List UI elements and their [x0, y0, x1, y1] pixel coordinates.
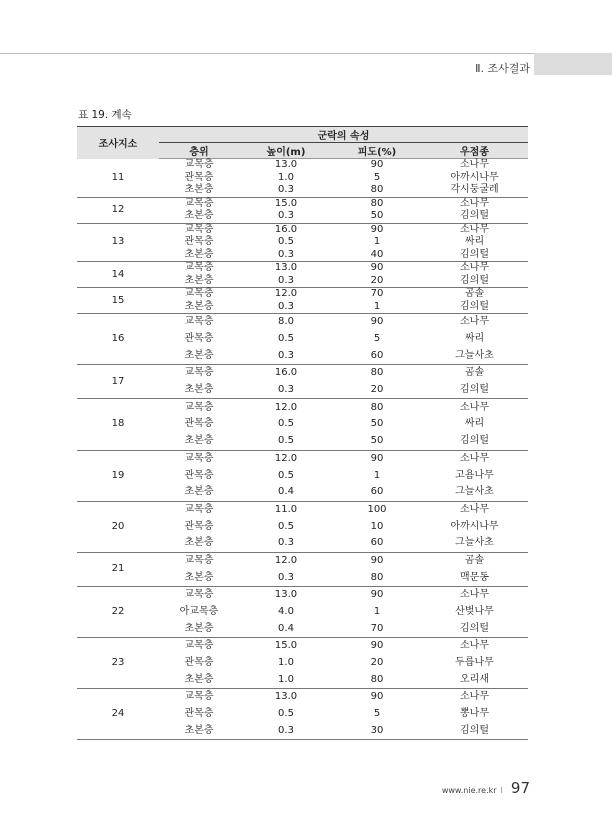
layer-cell: 교목층 — [184, 262, 214, 274]
layer-cell: 관목층 — [184, 236, 214, 248]
coverage-cell: 1 — [373, 606, 381, 618]
layer-cell: 교목층 — [184, 452, 214, 464]
dominant-species-cell: 김의털 — [421, 210, 528, 223]
layer-cell: 초본층 — [159, 184, 239, 197]
dominant-species-cell: 뽕나무 — [460, 708, 489, 720]
coverage-cell: 30 — [333, 723, 421, 740]
dominant-species-cell: 각시둥굴레 — [421, 184, 528, 197]
table-row — [77, 288, 528, 301]
height-cell: 0.5 — [239, 433, 333, 450]
site-cell: 19 — [77, 450, 159, 501]
site-cell: 17 — [77, 365, 159, 399]
layer-cell: 초본층 — [159, 535, 239, 552]
table-row — [77, 365, 528, 382]
height-cell: 0.5 — [278, 469, 294, 481]
dominant-species-cell: 그늘사초 — [421, 535, 528, 552]
layer-cell: 교목층 — [184, 316, 214, 328]
table-row — [77, 262, 528, 275]
coverage-cell: 90 — [370, 223, 384, 235]
coverage-cell: 90 — [370, 452, 384, 464]
table-row — [77, 638, 528, 655]
coverage-cell: 50 — [370, 418, 384, 430]
footer-url: www.nie.re.kr — [441, 786, 497, 795]
height-cell: 0.5 — [278, 418, 294, 430]
dominant-species-cell: 김의털 — [421, 382, 528, 399]
dominant-species-cell: 소나무 — [460, 223, 489, 235]
col-height-header: 높이(m) — [239, 143, 333, 159]
col-dominant-header: 우점종 — [421, 143, 528, 159]
table-row — [77, 501, 528, 518]
section-title: Ⅱ. 조사결과 — [475, 62, 530, 75]
layer-cell: 교목층 — [184, 401, 214, 413]
layer-cell: 초본층 — [159, 433, 239, 450]
dominant-species-cell: 소나무 — [460, 262, 489, 274]
layer-cell: 초본층 — [159, 210, 239, 223]
coverage-cell: 90 — [370, 554, 384, 566]
site-cell: 20 — [77, 501, 159, 552]
height-cell: 0.3 — [239, 723, 333, 740]
height-cell: 16.0 — [274, 367, 298, 379]
page-number: 97 — [510, 779, 530, 797]
dominant-species-cell: 두릅나무 — [455, 657, 494, 669]
table-row — [77, 399, 528, 416]
dominant-species-cell: 곰솔 — [464, 367, 485, 379]
coverage-cell: 60 — [333, 484, 421, 501]
coverage-cell: 1 — [373, 469, 381, 481]
dominant-species-cell: 오리새 — [421, 671, 528, 688]
dominant-species-cell: 고욤나무 — [455, 469, 494, 481]
layer-cell: 초본층 — [159, 723, 239, 740]
table-row — [77, 689, 528, 706]
height-cell: 0.3 — [239, 184, 333, 197]
layer-cell: 교목층 — [184, 288, 214, 300]
height-cell: 0.3 — [239, 569, 333, 586]
layer-cell: 초본층 — [159, 569, 239, 586]
height-cell: 1.0 — [278, 171, 294, 183]
layer-cell: 관목층 — [184, 171, 214, 183]
layer-cell: 교목층 — [184, 503, 214, 515]
dominant-species-cell: 아까시나무 — [450, 520, 499, 532]
height-cell: 0.5 — [278, 708, 294, 720]
dominant-species-cell: 김의털 — [421, 275, 528, 288]
dominant-species-cell: 김의털 — [421, 433, 528, 450]
dominant-species-cell: 그늘사초 — [421, 484, 528, 501]
coverage-cell: 90 — [370, 159, 384, 171]
dominant-species-cell: 곰솔 — [464, 288, 485, 300]
height-cell: 12.0 — [274, 401, 298, 413]
coverage-cell: 1 — [373, 236, 381, 248]
height-cell: 13.0 — [274, 262, 298, 274]
layer-cell: 교목층 — [184, 691, 214, 703]
layer-cell: 관목층 — [184, 708, 214, 720]
coverage-cell: 20 — [333, 275, 421, 288]
table-row — [77, 552, 528, 569]
dominant-species-cell: 소나무 — [460, 691, 489, 703]
coverage-cell: 60 — [333, 347, 421, 364]
coverage-cell: 80 — [370, 367, 384, 379]
dominant-species-cell: 소나무 — [460, 640, 489, 652]
dominant-species-cell: 김의털 — [421, 249, 528, 262]
group-header: 군락의 속성 — [159, 127, 528, 143]
coverage-cell: 80 — [370, 401, 384, 413]
coverage-cell: 70 — [370, 288, 384, 300]
dominant-species-cell: 그늘사초 — [421, 347, 528, 364]
header-rule — [0, 53, 534, 54]
coverage-cell: 100 — [367, 503, 387, 515]
site-cell: 21 — [77, 552, 159, 586]
coverage-cell: 20 — [370, 657, 384, 669]
height-cell: 0.3 — [239, 382, 333, 399]
height-cell: 0.5 — [278, 236, 294, 248]
height-cell: 4.0 — [278, 606, 294, 618]
coverage-cell: 80 — [333, 671, 421, 688]
height-cell: 1.0 — [278, 657, 294, 669]
coverage-cell: 90 — [370, 589, 384, 601]
height-cell: 16.0 — [274, 223, 298, 235]
site-cell: 14 — [77, 262, 159, 288]
dominant-species-cell: 소나무 — [460, 197, 489, 209]
coverage-cell: 5 — [373, 333, 381, 345]
vegetation-table — [77, 126, 528, 740]
height-cell: 13.0 — [274, 159, 298, 171]
layer-cell: 교목층 — [184, 159, 214, 171]
height-cell: 0.4 — [239, 620, 333, 637]
height-cell: 0.5 — [278, 520, 294, 532]
coverage-cell: 20 — [333, 382, 421, 399]
footer-separator: I — [500, 786, 503, 795]
coverage-cell: 5 — [373, 708, 381, 720]
dominant-species-cell: 산벚나무 — [455, 606, 494, 618]
site-cell: 16 — [77, 314, 159, 365]
coverage-cell: 90 — [370, 640, 384, 652]
dominant-species-cell: 김의털 — [421, 620, 528, 637]
site-cell: 18 — [77, 399, 159, 450]
layer-cell: 초본층 — [159, 275, 239, 288]
height-cell: 8.0 — [278, 316, 294, 328]
table-caption: 표 19. 계속 — [78, 109, 132, 121]
dominant-species-cell: 소나무 — [460, 503, 489, 515]
coverage-cell: 1 — [333, 301, 421, 314]
dominant-species-cell: 싸리 — [464, 418, 485, 430]
layer-cell: 교목층 — [184, 554, 214, 566]
layer-cell: 초본층 — [159, 382, 239, 399]
page-footer — [442, 779, 530, 797]
site-cell: 22 — [77, 587, 159, 638]
height-cell: 0.4 — [239, 484, 333, 501]
height-cell: 12.0 — [274, 288, 298, 300]
site-cell: 11 — [77, 159, 159, 198]
coverage-cell: 60 — [333, 535, 421, 552]
layer-cell: 교목층 — [184, 589, 214, 601]
col-layer-header: 층위 — [159, 143, 239, 159]
layer-cell: 초본층 — [159, 484, 239, 501]
coverage-cell: 10 — [370, 520, 384, 532]
table-row — [77, 450, 528, 467]
site-cell: 24 — [77, 689, 159, 740]
coverage-cell: 80 — [333, 569, 421, 586]
height-cell: 13.0 — [274, 589, 298, 601]
dominant-species-cell: 싸리 — [464, 333, 485, 345]
coverage-cell: 40 — [333, 249, 421, 262]
height-cell: 12.0 — [274, 554, 298, 566]
coverage-cell: 80 — [333, 184, 421, 197]
layer-cell: 초본층 — [159, 620, 239, 637]
coverage-cell: 50 — [333, 433, 421, 450]
dominant-species-cell: 김의털 — [421, 301, 528, 314]
chapter-tab — [534, 53, 612, 75]
height-cell: 13.0 — [274, 691, 298, 703]
dominant-species-cell: 소나무 — [460, 452, 489, 464]
table-row — [77, 587, 528, 604]
layer-cell: 초본층 — [159, 671, 239, 688]
height-cell: 0.3 — [239, 535, 333, 552]
height-cell: 0.3 — [239, 210, 333, 223]
layer-cell: 관목층 — [184, 657, 214, 669]
height-cell: 1.0 — [239, 671, 333, 688]
layer-cell: 초본층 — [159, 347, 239, 364]
site-cell: 15 — [77, 288, 159, 314]
layer-cell: 초본층 — [159, 249, 239, 262]
coverage-cell: 70 — [333, 620, 421, 637]
layer-cell: 교목층 — [184, 367, 214, 379]
height-cell: 0.3 — [239, 249, 333, 262]
layer-cell: 교목층 — [184, 640, 214, 652]
layer-cell: 초본층 — [159, 301, 239, 314]
coverage-cell: 90 — [370, 316, 384, 328]
dominant-species-cell: 아까시나무 — [450, 171, 499, 183]
dominant-species-cell: 소나무 — [460, 316, 489, 328]
dominant-species-cell: 맥문동 — [421, 569, 528, 586]
height-cell: 15.0 — [274, 197, 298, 209]
coverage-cell: 50 — [333, 210, 421, 223]
height-cell: 12.0 — [274, 452, 298, 464]
height-cell: 15.0 — [274, 640, 298, 652]
site-cell: 23 — [77, 638, 159, 689]
dominant-species-cell: 소나무 — [460, 159, 489, 171]
layer-cell: 관목층 — [184, 469, 214, 481]
height-cell: 0.3 — [239, 301, 333, 314]
layer-cell: 관목층 — [184, 418, 214, 430]
layer-cell: 아교목층 — [179, 606, 219, 618]
layer-cell: 관목층 — [184, 520, 214, 532]
layer-cell: 교목층 — [184, 223, 214, 235]
dominant-species-cell: 소나무 — [460, 589, 489, 601]
coverage-cell: 90 — [370, 691, 384, 703]
layer-cell: 관목층 — [184, 333, 214, 345]
coverage-cell: 90 — [370, 262, 384, 274]
site-cell: 13 — [77, 223, 159, 262]
height-cell: 0.3 — [239, 347, 333, 364]
layer-cell: 교목층 — [184, 197, 214, 209]
col-coverage-header: 피도(%) — [333, 143, 421, 159]
coverage-cell: 5 — [373, 171, 381, 183]
dominant-species-cell: 김의털 — [421, 723, 528, 740]
table-row — [77, 159, 528, 172]
dominant-species-cell: 곰솔 — [464, 554, 485, 566]
height-cell: 11.0 — [274, 503, 298, 515]
col-site-header: 조사지소 — [77, 127, 159, 159]
height-cell: 0.3 — [239, 275, 333, 288]
table-row — [77, 223, 528, 236]
coverage-cell: 80 — [370, 197, 384, 209]
table-row — [77, 197, 528, 210]
table-row — [77, 314, 528, 331]
height-cell: 0.5 — [278, 333, 294, 345]
site-cell: 12 — [77, 197, 159, 223]
dominant-species-cell: 싸리 — [464, 236, 485, 248]
dominant-species-cell: 소나무 — [460, 401, 489, 413]
